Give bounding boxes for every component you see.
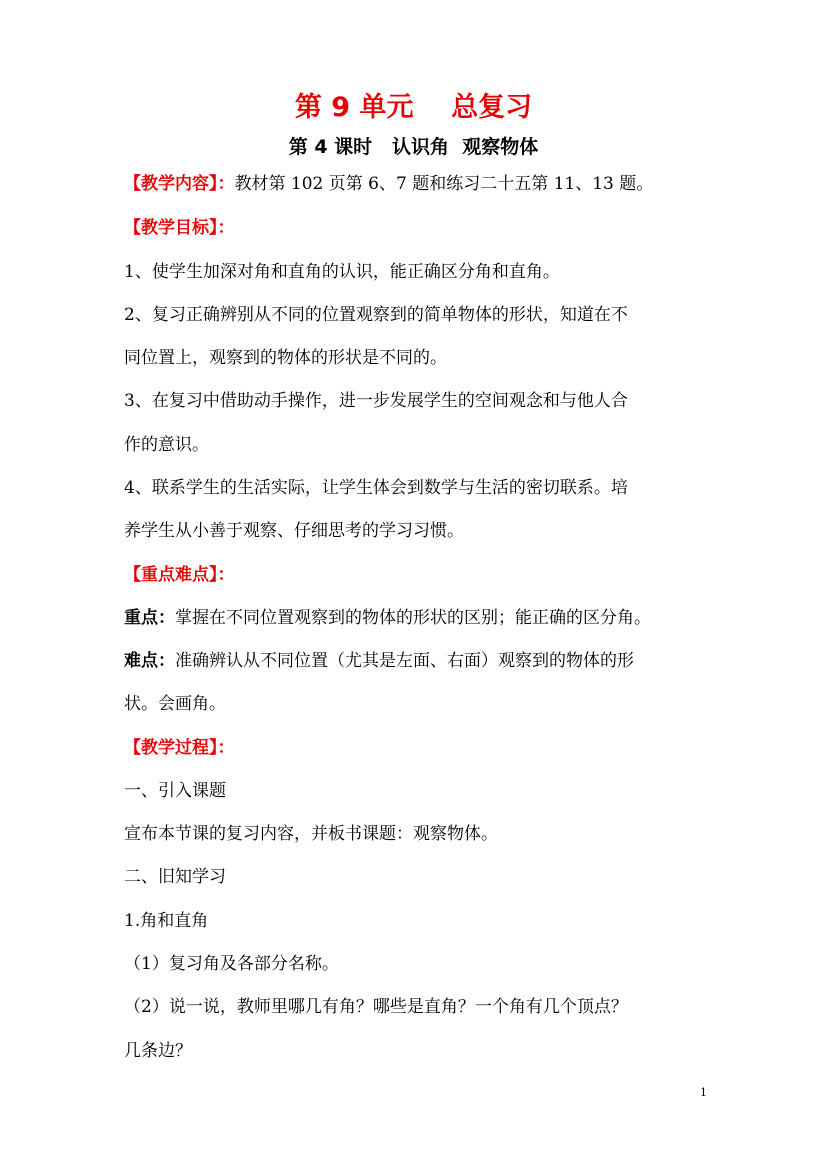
keypoints-label: 【重点难点】： <box>124 565 235 585</box>
goal-4a: 4、联系学生的生活实际，让学生体会到数学与生活的密切联系。培 <box>124 478 628 498</box>
difficulty-line-2: 状。会画角。 <box>124 694 226 714</box>
difficulty-label: 难点： <box>124 651 175 671</box>
process-step-4: 1.角和直角 <box>124 911 209 931</box>
goal-3a: 3、在复习中借助动手操作，进一步发展学生的空间观念和与他人合 <box>124 391 628 411</box>
keypoints-heading <box>124 562 714 588</box>
goals-label: 【教学目标】： <box>124 218 235 238</box>
process-step-2: 宣布本节课的复习内容，并板书课题：观察物体。 <box>124 824 498 844</box>
goal-1: 1、使学生加深对角和直角的认识，能正确区分角和直角。 <box>124 262 560 282</box>
process-step-5: （1）复习角及各部分名称。 <box>124 954 339 974</box>
key-point-text: 掌握在不同位置观察到的物体的形状的区别；能正确的区分角。 <box>175 608 651 628</box>
difficulty-text: 准确辨认从不同位置（尤其是左面、右面）观察到的物体的形 <box>175 651 634 671</box>
process-step-6a: （2）说一说，教师里哪几有角？哪些是直角？一个角有几个顶点？ <box>124 997 628 1017</box>
page-title: 第 9 单元 总复习 <box>294 92 533 123</box>
key-point-label: 重点： <box>124 608 175 628</box>
process-label: 【教学过程】： <box>124 738 235 758</box>
goal-3b: 作的意识。 <box>124 435 209 455</box>
lesson-subtitle: 第 4 课时 认识角 观察物体 <box>288 136 539 158</box>
goal-2b: 同位置上，观察到的物体的形状是不同的。 <box>124 348 447 368</box>
process-step-6b: 几条边？ <box>124 1041 192 1061</box>
goal-2a: 2、复习正确辨别从不同的位置观察到的简单物体的形状，知道在不 <box>124 305 628 325</box>
page-number: 1 <box>700 1086 707 1099</box>
process-heading <box>124 735 714 761</box>
content-label: 【教学内容】： <box>124 174 235 194</box>
key-point-line <box>124 605 714 631</box>
goal-4b: 养学生从小善于观察、仔细思考的学习习惯。 <box>124 521 464 541</box>
content-line <box>124 171 714 197</box>
process-step-3: 二、旧知学习 <box>124 867 226 887</box>
goals-heading <box>124 215 714 241</box>
difficulty-line <box>124 648 714 674</box>
content-text: 教材第 102 页第 6、7 题和练习二十五第 11、13 题。 <box>234 174 654 194</box>
process-step-1: 一、引入课题 <box>124 781 226 801</box>
